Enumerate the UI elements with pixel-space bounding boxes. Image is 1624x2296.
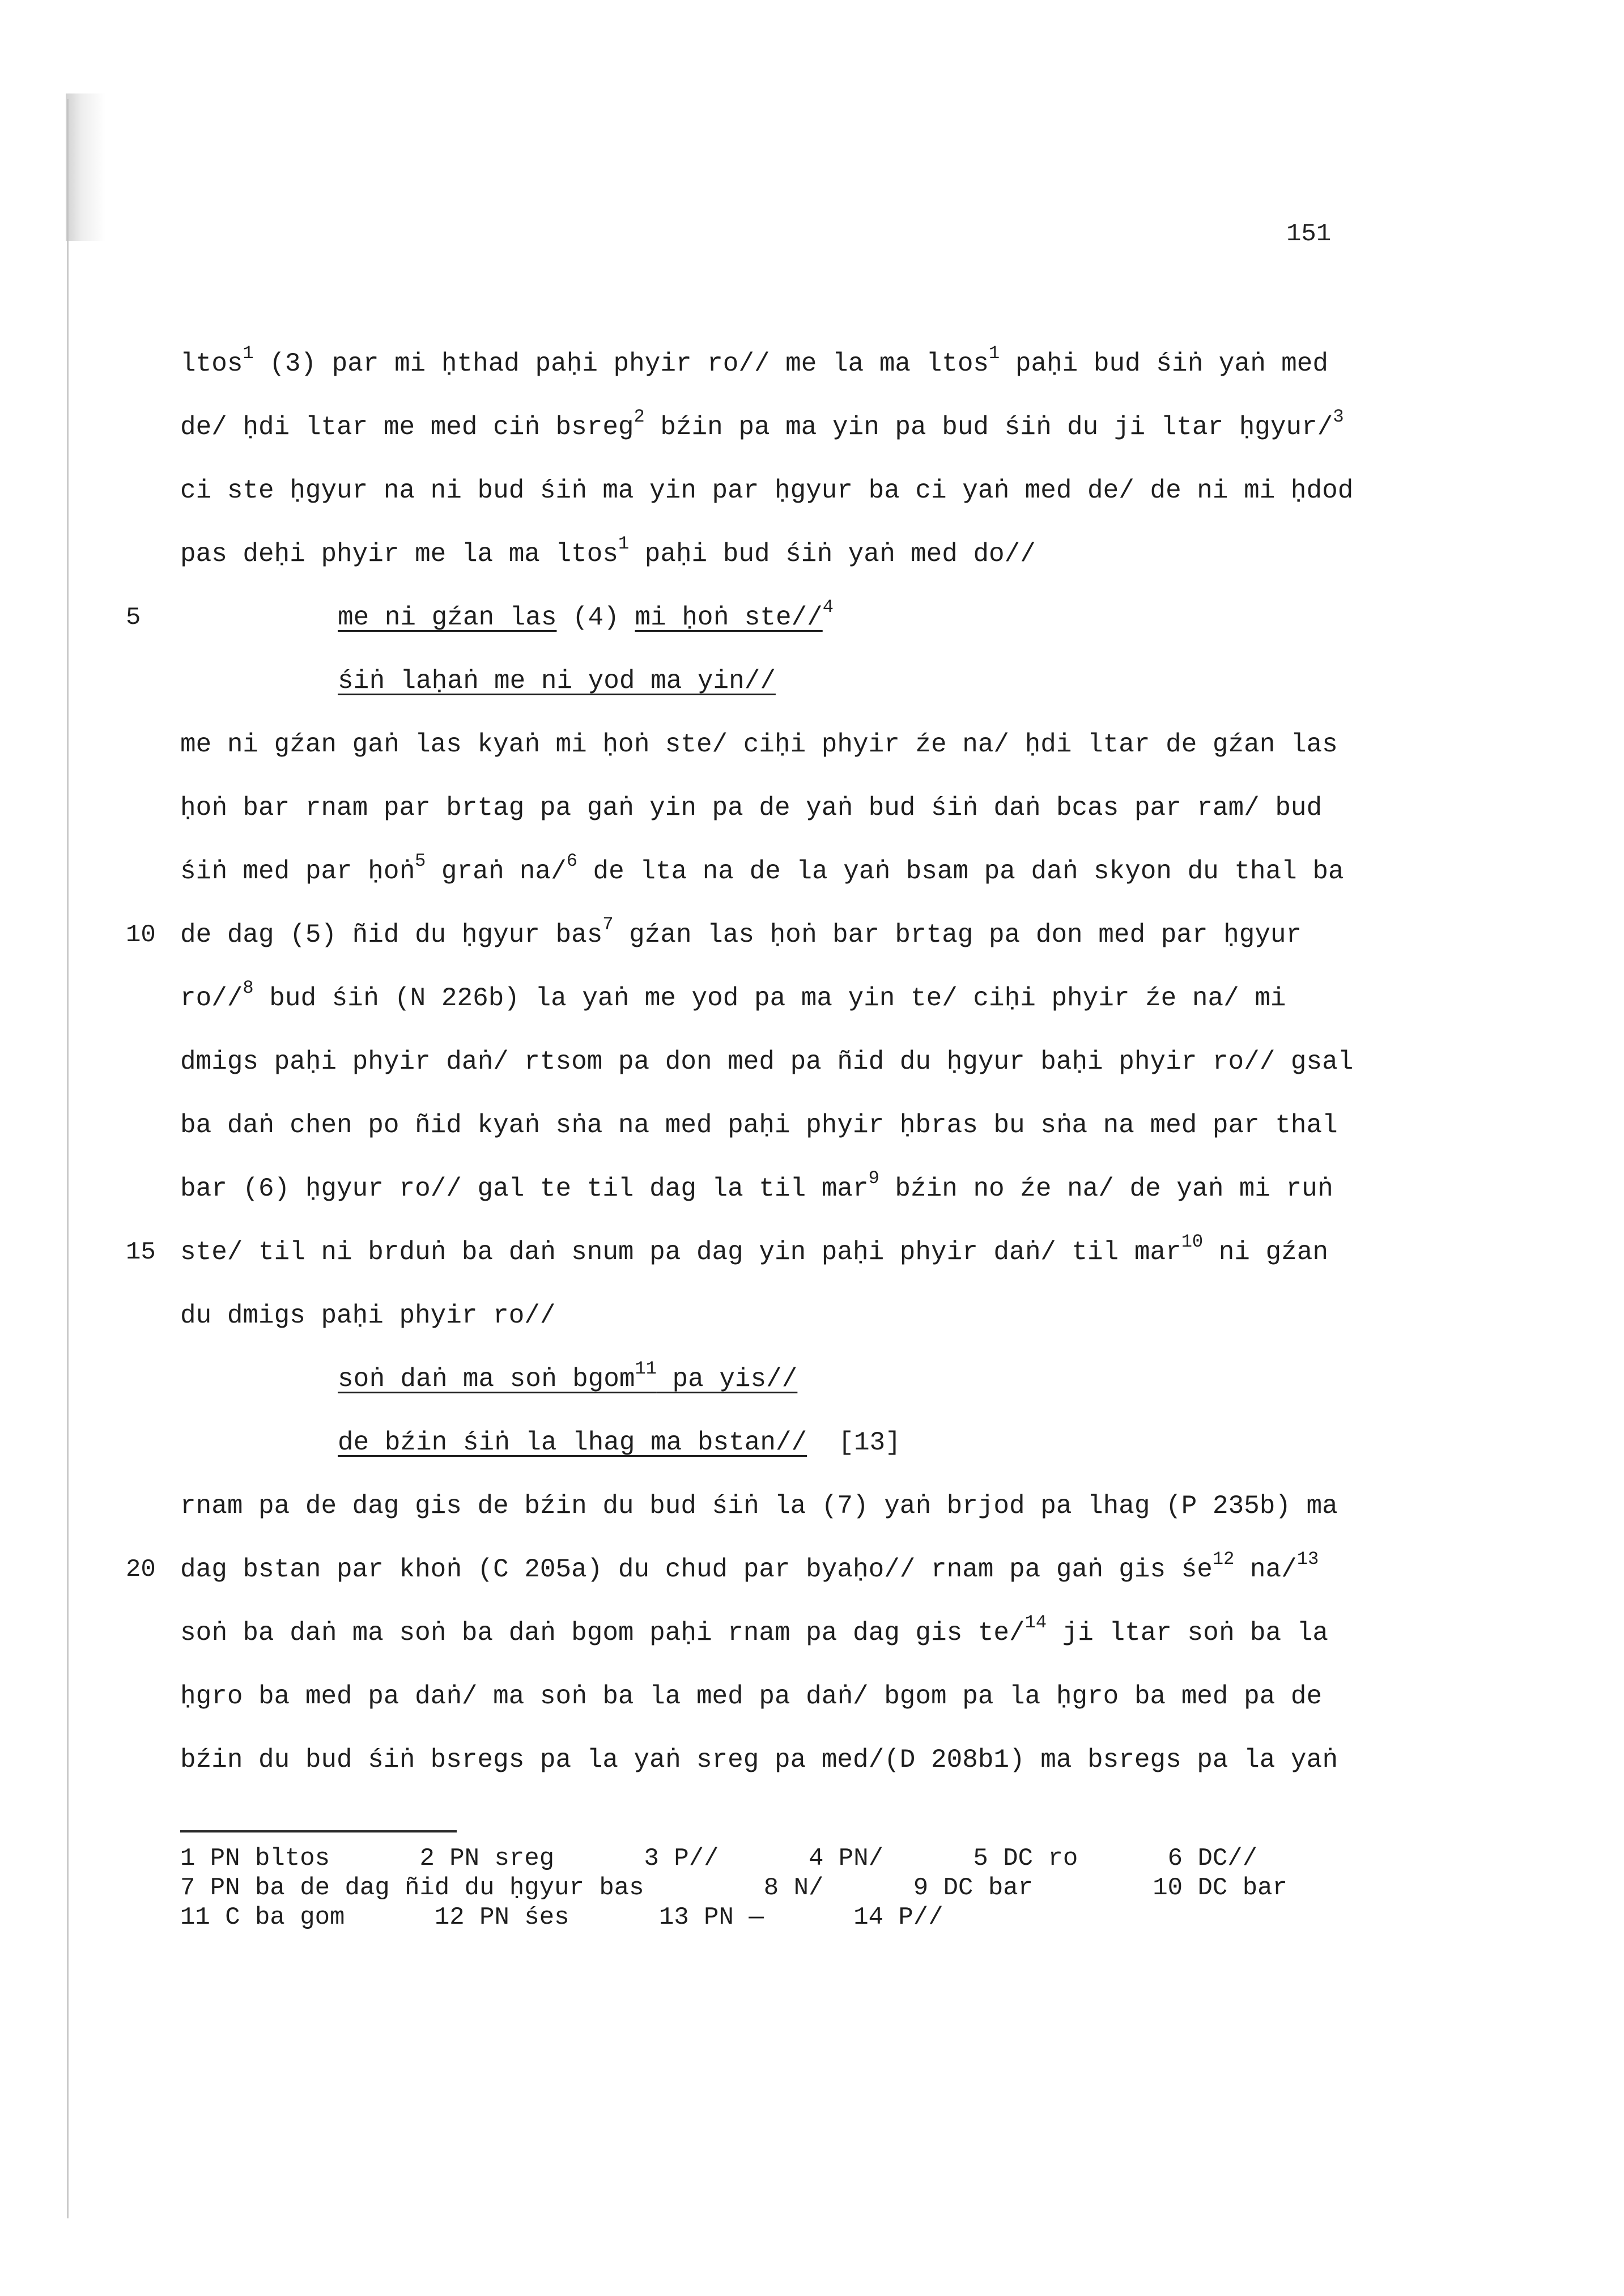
footnote-line: 1 PN bltos 2 PN sreg 3 P// 4 PN/ 5 DC ro 6 DC// xyxy=(180,1844,1258,1873)
line-number: 5 xyxy=(126,603,141,632)
text-line xyxy=(0,1680,1624,1714)
text-line xyxy=(0,342,1624,381)
prose-line: ba daṅ chen po ñid kyaṅ sṅa na med paḥi phyir ḥbras bu sṅa na med par thal xyxy=(180,1111,1338,1140)
text-line xyxy=(0,1358,1624,1396)
prose-line: dmigs paḥi phyir daṅ/ rtsom pa don med pa ñid du ḥgyur baḥi phyir ro// gsal xyxy=(180,1047,1354,1077)
prose-line: ltos$^1$ (3) par mi ḥthad paḥi phyir ro// me la ma ltos$^1$ paḥi bud śiṅ yaṅ med xyxy=(180,342,1328,379)
prose-line: rnam pa de dag gis de bźin du bud śiṅ la (7) yaṅ brjod pa lhag (P 235b) ma xyxy=(180,1491,1338,1521)
text-line xyxy=(0,1045,1624,1079)
prose-line: me ni gźan gaṅ las kyaṅ mi ḥoṅ ste/ ciḥi phyir źe na/ ḥdi ltar de gźan las xyxy=(180,730,1338,759)
binding-shadow xyxy=(66,93,105,241)
prose-line: bar (6) ḥgyur ro// gal te til dag la til mar$^9$ bźin no źe na/ de yaṅ mi ruṅ xyxy=(180,1167,1333,1204)
text-line xyxy=(0,1167,1624,1206)
text-line xyxy=(0,977,1624,1015)
prose-line: dag bstan par khoṅ (C 205a) du chud par byaḥo// rnam pa gaṅ gis $śe^{12}$ na/$^{13}$ xyxy=(180,1548,1319,1584)
prose-line: soṅ ba daṅ ma soṅ ba daṅ bgom paḥi rnam pa dag gis te/$^{14}$ ji ltar soṅ ba la xyxy=(180,1612,1328,1648)
prose-line: bźin du bud śiṅ bsregs pa la yaṅ sreg pa med/(D 208b1) ma bsregs pa la yaṅ xyxy=(180,1745,1338,1775)
text-line xyxy=(0,850,1624,888)
verse-line: soṅ daṅ ma soṅ bgom$^{11}$ pa yis// xyxy=(338,1358,798,1394)
text-line xyxy=(0,1489,1624,1523)
verse-line: śiṅ laḥaṅ me ni yod ma yin// xyxy=(338,666,776,696)
text-line xyxy=(0,728,1624,762)
prose-line: ḥgro ba med pa daṅ/ ma soṅ ba la med pa daṅ/ bgom pa la ḥgro ba med pa de xyxy=(180,1682,1323,1711)
footnote-rule xyxy=(180,1830,457,1832)
footnote-line: 11 C ba gom 12 PN śes 13 PN — 14 P// xyxy=(180,1903,943,1932)
text-line xyxy=(0,406,1624,444)
prose-line: ci ste ḥgyur na ni bud śiṅ ma yin par ḥgyur ba ci yaṅ med de/ de ni mi ḥdod xyxy=(180,476,1354,505)
text-line xyxy=(0,1231,1624,1269)
prose-line: ḥoṅ bar rnam par brtag pa gaṅ yin pa de yaṅ bud śiṅ daṅ bcas par ram/ bud xyxy=(180,793,1323,823)
text-line xyxy=(0,1612,1624,1650)
text-line xyxy=(0,791,1624,825)
verse-line: me ni gźan las (4) mi ḥoṅ ste//$^4$ xyxy=(338,596,834,632)
text-line xyxy=(0,533,1624,571)
page-number: 151 xyxy=(1286,220,1332,248)
line-number: 20 xyxy=(126,1555,156,1584)
verse-line: de bźin śiṅ la lhag ma bstan// [13] xyxy=(338,1428,901,1457)
text-line xyxy=(0,664,1624,698)
text-line xyxy=(0,913,1624,952)
line-number: 10 xyxy=(126,921,156,949)
text-line xyxy=(0,1548,1624,1587)
text-line xyxy=(0,1426,1624,1460)
prose-line: pas deḥi phyir me la ma ltos$^1$ paḥi bud śiṅ yaṅ med do// xyxy=(180,533,1036,569)
footnote-line: 7 PN ba de dag ñid du ḥgyur bas 8 N/ 9 DC bar 10 DC bar xyxy=(180,1874,1287,1902)
prose-line: ste/ til ni brduṅ ba daṅ snum pa dag yin paḥi phyir daṅ/ til mar$^{10}$ ni gźan xyxy=(180,1231,1328,1267)
text-line xyxy=(0,1743,1624,1777)
text-line xyxy=(0,596,1624,635)
text-line xyxy=(0,1108,1624,1142)
line-number: 15 xyxy=(126,1238,156,1266)
prose-line: de/ ḥdi ltar me med ciṅ bsreg$^2$ bźin pa ma yin pa bud śiṅ du ji ltar ḥgyur/$^3$ xyxy=(180,406,1344,442)
text-line xyxy=(0,1299,1624,1333)
prose-line: ro//$^8$ bud śiṅ (N 226b) la yaṅ me yod pa ma yin te/ ciḥi phyir źe na/ mi xyxy=(180,977,1286,1013)
prose-line: śiṅ med par ḥoṅ$^5$ graṅ na/$^6$ de lta na de la yaṅ bsam pa daṅ skyon du thal ba xyxy=(180,850,1344,886)
prose-line: du dmigs paḥi phyir ro// xyxy=(180,1301,556,1330)
prose-line: de dag (5) ñid du ḥgyur bas$^7$ gźan las ḥoṅ bar brtag pa don med par ḥgyur xyxy=(180,913,1302,950)
text-line xyxy=(0,474,1624,508)
